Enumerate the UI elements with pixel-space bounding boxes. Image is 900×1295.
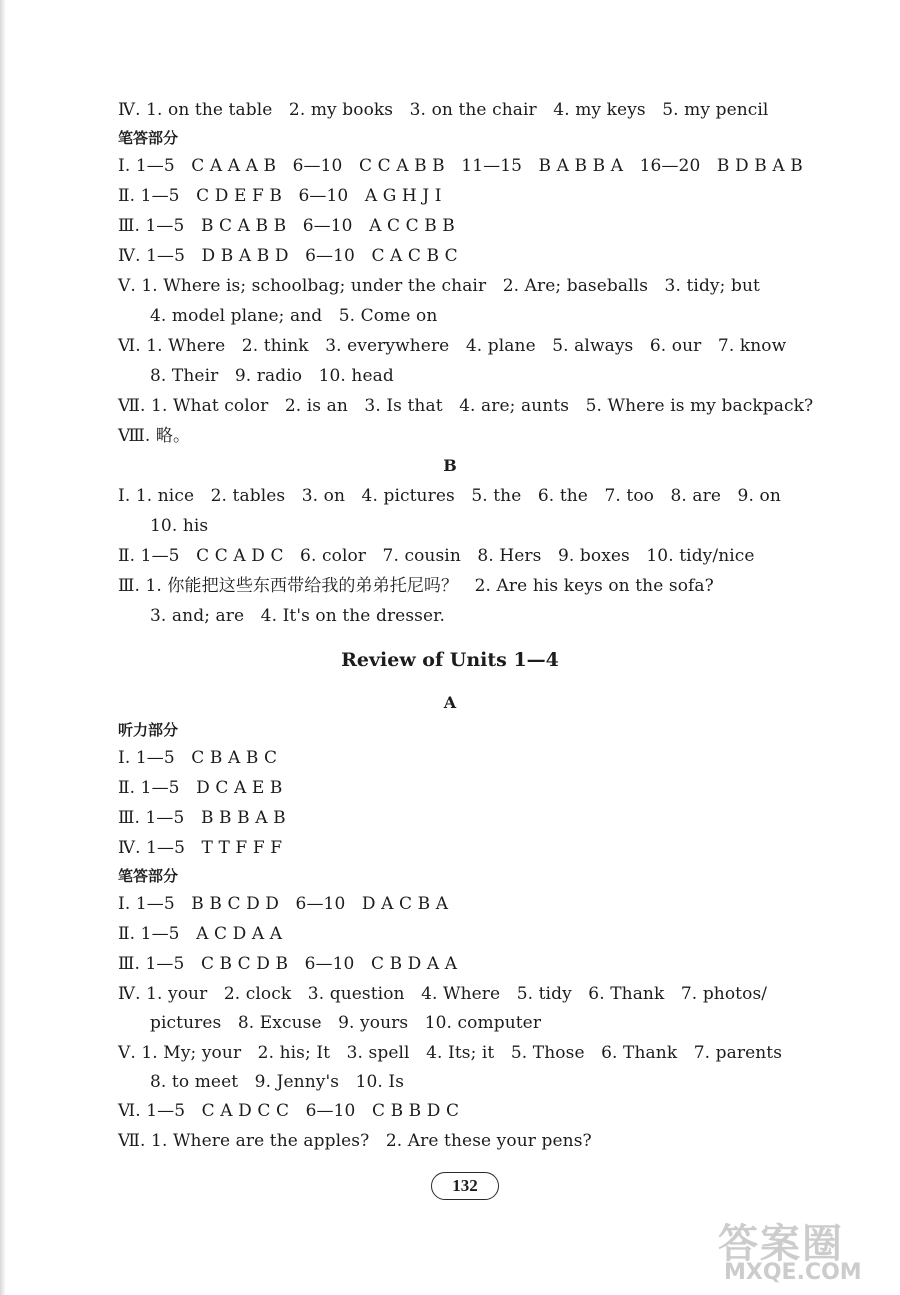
answer-line: Ⅲ. 1. 你能把这些东西带给我的弟弟托尼吗？ 2. Are his keys on the sofa?	[118, 576, 714, 596]
answer-line: Ⅱ. 1—5 C D E F B 6—10 A G H J I	[118, 186, 442, 206]
answer-line: 10. his	[150, 516, 209, 536]
answer-line: Ⅵ. 1—5 C A D C C 6—10 C B B D C	[118, 1101, 460, 1121]
answer-line: Ⅰ. 1. nice 2. tables 3. on 4. pictures 5. the 6. the 7. too 8. are 9. on	[118, 486, 781, 506]
answer-line: Ⅳ. 1—5 D B A B D 6—10 C A C B C	[118, 246, 458, 266]
answer-line: Ⅶ. 1. What color 2. is an 3. Is that 4. are; aunts 5. Where is my backpack?	[118, 396, 814, 416]
answer-line: Ⅱ. 1—5 D C A E B	[118, 778, 283, 798]
section-label-written: 笔答部分	[118, 129, 179, 147]
answer-line: Ⅱ. 1—5 C C A D C 6. color 7. cousin 8. Hers 9. boxes 10. tidy/nice	[118, 546, 755, 566]
watermark-logo-text: 答案圈	[718, 1221, 844, 1267]
answer-line: Ⅳ. 1. your 2. clock 3. question 4. Where 5. tidy 6. Thank 7. photos/	[118, 984, 768, 1004]
answer-line: pictures 8. Excuse 9. yours 10. computer	[150, 1013, 542, 1033]
page-number: 132	[431, 1172, 499, 1200]
answer-line: 4. model plane; and 5. Come on	[150, 306, 438, 326]
answer-line: Ⅲ. 1—5 B B B A B	[118, 808, 286, 828]
answer-line: Ⅶ. 1. Where are the apples? 2. Are these your pens?	[118, 1131, 592, 1151]
section-label-listening: 听力部分	[118, 721, 179, 739]
watermark-url: MXQE.COM	[724, 1260, 862, 1285]
answer-line: Ⅳ. 1. on the table 2. my books 3. on the chair 4. my keys 5. my pencil	[118, 100, 769, 120]
section-label-written: 笔答部分	[118, 867, 179, 885]
answer-line: Ⅴ. 1. Where is; schoolbag; under the chair 2. Are; baseballs 3. tidy; but	[118, 276, 760, 296]
answer-line: Ⅲ. 1—5 C B C D B 6—10 C B D A A	[118, 954, 458, 974]
answer-line: Ⅰ. 1—5 B B C D D 6—10 D A C B A	[118, 894, 449, 914]
answer-line: Ⅱ. 1—5 A C D A A	[118, 924, 283, 944]
answer-line: 8. Their 9. radio 10. head	[150, 366, 394, 386]
watermark-logo	[718, 1212, 888, 1290]
subsection-heading-b: B	[443, 456, 457, 475]
answer-line: Ⅲ. 1—5 B C A B B 6—10 A C C B B	[118, 216, 455, 236]
answer-line: Ⅰ. 1—5 C A A A B 6—10 C C A B B 11—15 B A B B A 16—20 B D B A B	[118, 156, 803, 176]
section-title: Review of Units 1—4	[341, 649, 559, 671]
answer-line: Ⅰ. 1—5 C B A B C	[118, 748, 278, 768]
subsection-heading-a: A	[443, 693, 457, 712]
answer-line: Ⅵ. 1. Where 2. think 3. everywhere 4. plane 5. always 6. our 7. know	[118, 336, 787, 356]
answer-line: 8. to meet 9. Jenny's 10. Is	[150, 1072, 405, 1092]
answer-line: Ⅳ. 1—5 T T F F F	[118, 838, 283, 858]
answer-line: Ⅴ. 1. My; your 2. his; It 3. spell 4. Its; it 5. Those 6. Thank 7. parents	[118, 1043, 783, 1063]
answer-line: Ⅷ. 略。	[118, 426, 191, 446]
answer-line: 3. and; are 4. It's on the dresser.	[150, 606, 445, 626]
